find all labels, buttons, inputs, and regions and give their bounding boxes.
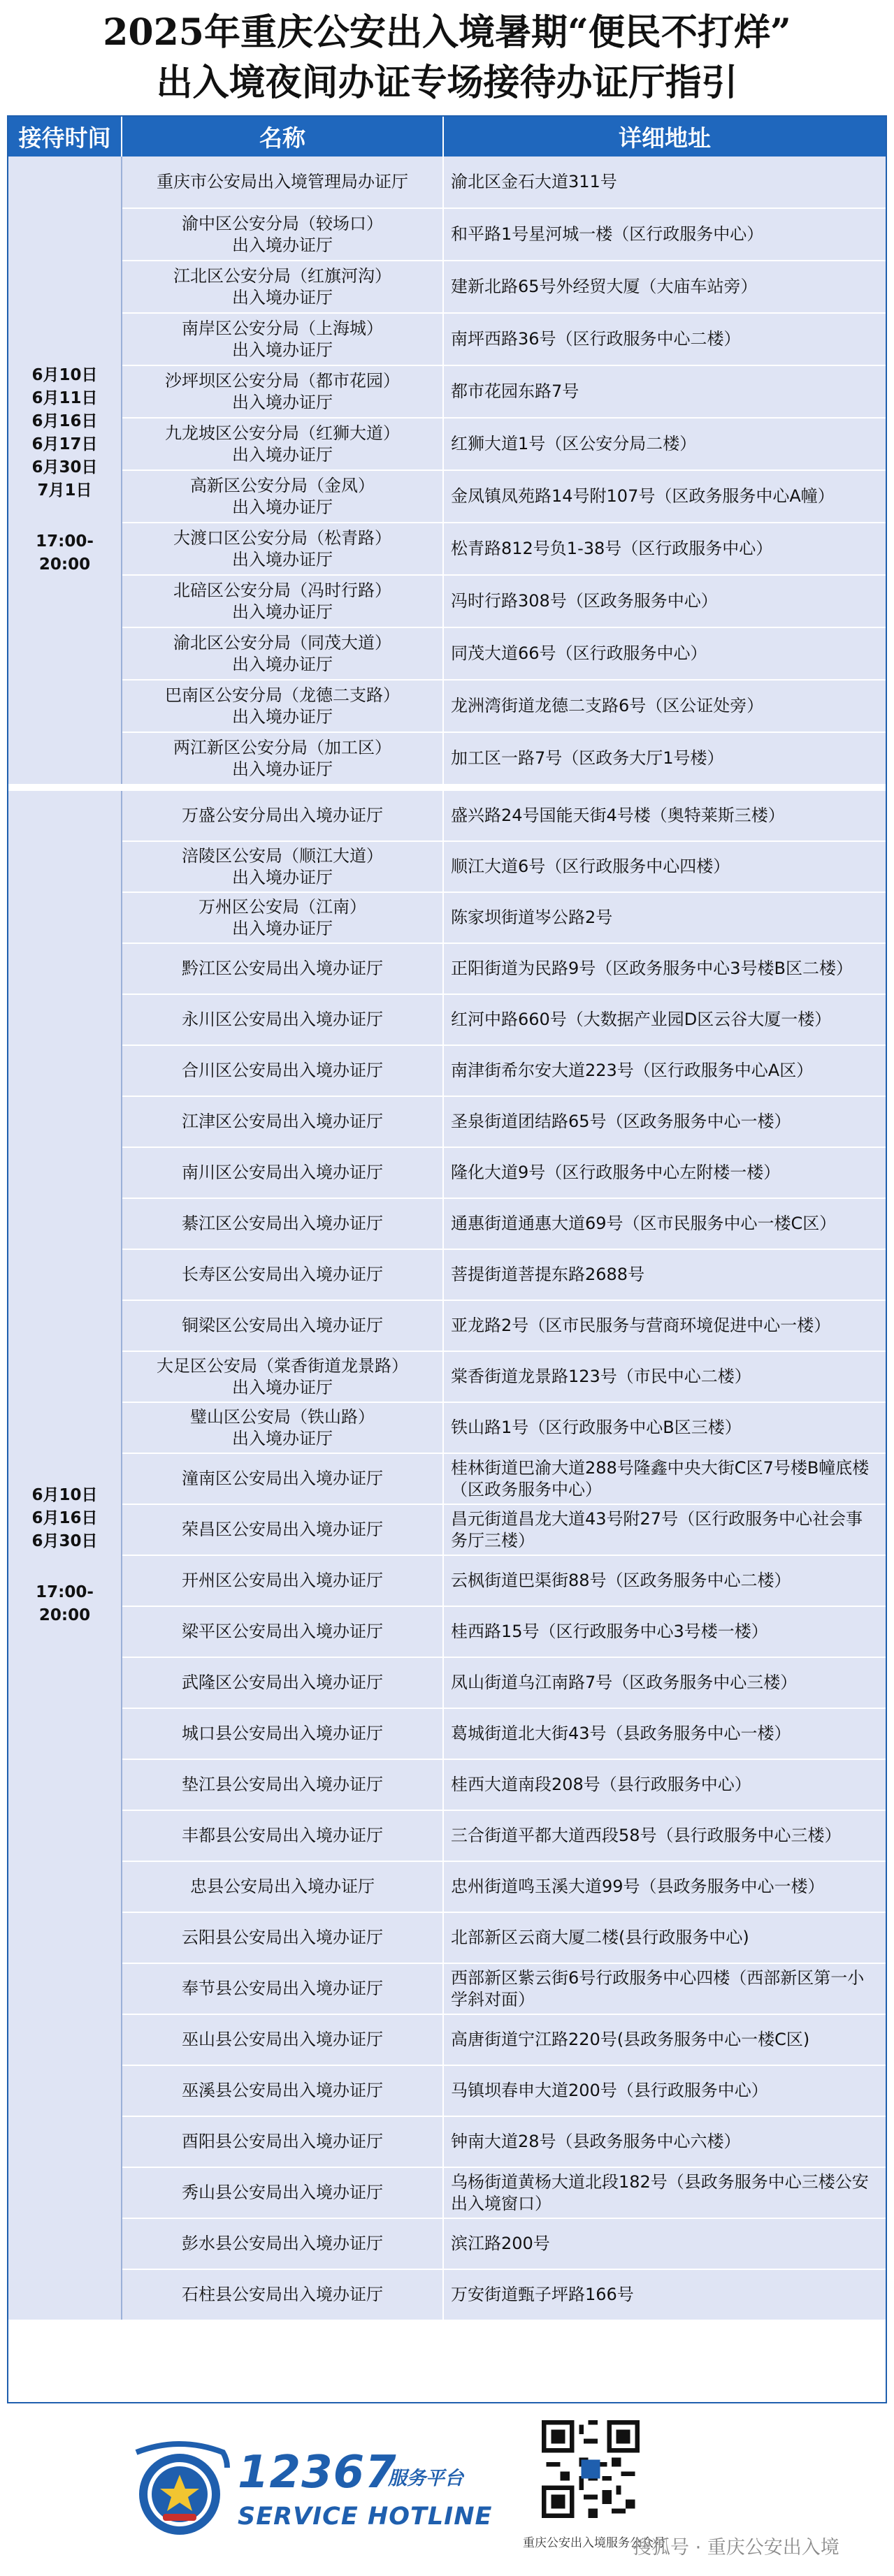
office-name: 荣昌区公安局出入境办证厅 <box>122 1504 443 1555</box>
table-row <box>8 208 886 261</box>
office-address: 云枫街道巴渠街88号（区政务服务中心二楼） <box>443 1555 886 1606</box>
table-row <box>8 943 886 994</box>
office-name: 永川区公安局出入境办证厅 <box>122 994 443 1045</box>
office-name: 武隆区公安局出入境办证厅 <box>122 1657 443 1708</box>
office-address: 北部新区云商大厦二楼(县行政服务中心) <box>443 1912 886 1963</box>
office-guide-table <box>7 115 887 2403</box>
reception-date: 6月16日 <box>31 1508 98 1527</box>
table-header-row <box>8 117 886 157</box>
office-address: 三合街道平都大道西段58号（县行政服务中心三楼） <box>443 1810 886 1861</box>
table-row <box>8 261 886 313</box>
office-name: 合川区公安局出入境办证厅 <box>122 1045 443 1096</box>
office-address: 盛兴路24号国能天街4号楼（奥特莱斯三楼） <box>443 791 886 841</box>
table-row <box>8 418 886 470</box>
office-name: 巫溪县公安局出入境办证厅 <box>122 2065 443 2116</box>
office-address: 建新北路65号外经贸大厦（大庙车站旁） <box>443 261 886 313</box>
office-name: 梁平区公安局出入境办证厅 <box>122 1606 443 1657</box>
qr-code-icon <box>542 2420 640 2518</box>
office-address: 钟南大道28号（县政务服务中心六楼） <box>443 2116 886 2167</box>
reception-date: 7月1日 <box>37 481 92 500</box>
office-name: 沙坪坝区公安分局（都市花园） 出入境办证厅 <box>122 365 443 418</box>
table-row <box>8 2116 886 2167</box>
office-name: 垫江县公安局出入境办证厅 <box>122 1759 443 1810</box>
office-address: 通惠街道通惠大道69号（区市民服务中心一楼C区） <box>443 1198 886 1249</box>
table-row <box>8 841 886 892</box>
office-address: 红狮大道1号（区公安分局二楼） <box>443 418 886 470</box>
office-address: 乌杨街道黄杨大道北段182号（县政务服务中心三楼公安出入境窗口） <box>443 2167 886 2218</box>
office-name: 北碚区公安分局（冯时行路） 出入境办证厅 <box>122 575 443 627</box>
table-row <box>8 1249 886 1300</box>
office-name: 涪陵区公安局（顺江大道） 出入境办证厅 <box>122 841 443 892</box>
reception-date: 6月30日 <box>31 1531 98 1550</box>
office-name: 丰都县公安局出入境办证厅 <box>122 1810 443 1861</box>
office-name: 渝北区公安分局（同茂大道） 出入境办证厅 <box>122 627 443 680</box>
office-address: 金凤镇凤苑路14号附107号（区政务服务中心A幢） <box>443 470 886 523</box>
hotline-subtitle: 服务平台 <box>388 2468 463 2489</box>
office-name: 两江新区公安分局（加工区） 出入境办证厅 <box>122 732 443 785</box>
office-name: 南川区公安局出入境办证厅 <box>122 1147 443 1198</box>
table-row <box>8 157 886 208</box>
table-row <box>8 2014 886 2065</box>
table-row <box>8 1504 886 1555</box>
office-name: 万盛公安分局出入境办证厅 <box>122 791 443 841</box>
table-row <box>8 2269 886 2320</box>
office-address: 加工区一路7号（区政务大厅1号楼） <box>443 732 886 785</box>
office-address: 圣泉街道团结路65号（区政务服务中心一楼） <box>443 1096 886 1147</box>
office-name: 黔江区公安局出入境办证厅 <box>122 943 443 994</box>
header-address: 详细地址 <box>443 117 886 157</box>
office-name: 铜梁区公安局出入境办证厅 <box>122 1300 443 1351</box>
office-address: 和平路1号星河城一楼（区行政服务中心） <box>443 208 886 261</box>
office-name: 长寿区公安局出入境办证厅 <box>122 1249 443 1300</box>
table-row <box>8 1198 886 1249</box>
table-row <box>8 1657 886 1708</box>
sohu-watermark: 搜狐号 · 重庆公安出入境 <box>633 2537 839 2559</box>
table-row <box>8 1351 886 1402</box>
office-name: 潼南区公安局出入境办证厅 <box>122 1453 443 1504</box>
office-address: 滨江路200号 <box>443 2218 886 2269</box>
hotline-english: SERVICE HOTLINE <box>238 2503 493 2531</box>
table-row <box>8 1759 886 1810</box>
reception-date: 6月16日 <box>31 412 98 430</box>
table-row <box>8 1708 886 1759</box>
table-row <box>8 1963 886 2014</box>
reception-date: 6月30日 <box>31 458 98 476</box>
table-row <box>8 1861 886 1912</box>
office-name: 彭水县公安局出入境办证厅 <box>122 2218 443 2269</box>
office-name: 大渡口区公安分局（松青路） 出入境办证厅 <box>122 523 443 575</box>
table-row <box>8 1402 886 1453</box>
reception-time-cell <box>8 157 122 785</box>
office-address: 桂西路15号（区行政服务中心3号楼一楼） <box>443 1606 886 1657</box>
office-name: 万州区公安局（江南） 出入境办证厅 <box>122 892 443 943</box>
office-name: 九龙坡区公安分局（红狮大道） 出入境办证厅 <box>122 418 443 470</box>
office-name: 云阳县公安局出入境办证厅 <box>122 1912 443 1963</box>
table-row <box>8 791 886 841</box>
office-address: 凤山街道乌江南路7号（区政务服务中心三楼） <box>443 1657 886 1708</box>
office-name: 城口县公安局出入境办证厅 <box>122 1708 443 1759</box>
reception-hours: 17:00-20:00 <box>36 532 94 574</box>
office-address: 都市花园东路7号 <box>443 365 886 418</box>
header-name: 名称 <box>122 117 443 157</box>
office-address: 菩提街道菩提东路2688号 <box>443 1249 886 1300</box>
office-address: 葛城街道北大街43号（县政务服务中心一楼） <box>443 1708 886 1759</box>
table-row <box>8 2167 886 2218</box>
office-name: 酉阳县公安局出入境办证厅 <box>122 2116 443 2167</box>
office-address: 万安街道甄子坪路166号 <box>443 2269 886 2320</box>
reception-date: 6月11日 <box>31 389 98 407</box>
office-name: 石柱县公安局出入境办证厅 <box>122 2269 443 2320</box>
office-address: 棠香街道龙景路123号（市民中心二楼） <box>443 1351 886 1402</box>
table-row <box>8 1453 886 1504</box>
section-districts <box>8 791 886 2320</box>
office-address: 南坪西路36号（区行政服务中心二楼） <box>443 313 886 365</box>
table-row <box>8 1912 886 1963</box>
office-name: 江津区公安局出入境办证厅 <box>122 1096 443 1147</box>
office-address: 隆化大道9号（区行政服务中心左附楼一楼） <box>443 1147 886 1198</box>
office-address: 松青路812号负1-38号（区行政服务中心） <box>443 523 886 575</box>
office-address: 陈家坝街道岑公路2号 <box>443 892 886 943</box>
table-row <box>8 523 886 575</box>
hotline-number: 12367 <box>238 2447 397 2498</box>
office-name: 南岸区公安分局（上海城） 出入境办证厅 <box>122 313 443 365</box>
office-address: 正阳街道为民路9号（区政务服务中心3号楼B区二楼） <box>443 943 886 994</box>
page-title <box>0 0 894 115</box>
office-address: 顺江大道6号（区行政服务中心四楼） <box>443 841 886 892</box>
table-row <box>8 732 886 785</box>
table-row <box>8 470 886 523</box>
qr-caption: 重庆公安出入境服务公众号 <box>523 2536 665 2550</box>
office-name: 奉节县公安局出入境办证厅 <box>122 1963 443 2014</box>
table-row <box>8 1096 886 1147</box>
office-name: 巴南区公安分局（龙德二支路） 出入境办证厅 <box>122 680 443 732</box>
office-address: 马镇坝春申大道200号（县行政服务中心） <box>443 2065 886 2116</box>
office-name: 忠县公安局出入境办证厅 <box>122 1861 443 1912</box>
title-line-2: 出入境夜间办证专场接待办证厅指引 <box>156 61 738 104</box>
office-address: 铁山路1号（区行政服务中心B区三楼） <box>443 1402 886 1453</box>
office-address: 西部新区紫云街6号行政服务中心四楼（西部新区第一小学斜对面） <box>443 1963 886 2014</box>
office-name: 开州区公安局出入境办证厅 <box>122 1555 443 1606</box>
reception-date: 6月10日 <box>31 1485 98 1504</box>
table-row <box>8 627 886 680</box>
office-address: 龙洲湾街道龙德二支路6号（区公证处旁） <box>443 680 886 732</box>
office-name: 高新区公安分局（金凤） 出入境办证厅 <box>122 470 443 523</box>
office-name: 璧山区公安局（铁山路） 出入境办证厅 <box>122 1402 443 1453</box>
police-emblem-icon <box>122 2431 237 2546</box>
table-row <box>8 1555 886 1606</box>
table-row <box>8 1606 886 1657</box>
office-address: 桂西大道南段208号（县行政服务中心） <box>443 1759 886 1810</box>
reception-date: 6月17日 <box>31 435 98 453</box>
table-row <box>8 575 886 627</box>
title-line-1: 2025年重庆公安出入境暑期“便民不打烊” <box>103 11 791 54</box>
reception-time-cell <box>8 791 122 2320</box>
table-row <box>8 1810 886 1861</box>
office-address: 南津街希尔安大道223号（区行政服务中心A区） <box>443 1045 886 1096</box>
office-name: 巫山县公安局出入境办证厅 <box>122 2014 443 2065</box>
office-name: 重庆市公安局出入境管理局办证厅 <box>122 157 443 208</box>
table-row <box>8 313 886 365</box>
section-main-city <box>8 157 886 785</box>
office-address: 同茂大道66号（区行政服务中心） <box>443 627 886 680</box>
office-name: 綦江区公安局出入境办证厅 <box>122 1198 443 1249</box>
table-row <box>8 892 886 943</box>
office-name: 江北区公安分局（红旗河沟） 出入境办证厅 <box>122 261 443 313</box>
table-row <box>8 2065 886 2116</box>
table-row <box>8 1147 886 1198</box>
table-row <box>8 680 886 732</box>
office-address: 高唐街道宁江路220号(县政务服务中心一楼C区) <box>443 2014 886 2065</box>
office-address: 亚龙路2号（区市民服务与营商环境促进中心一楼） <box>443 1300 886 1351</box>
table-row <box>8 365 886 418</box>
table-row <box>8 1300 886 1351</box>
office-name: 秀山县公安局出入境办证厅 <box>122 2167 443 2218</box>
office-name: 渝中区公安分局（较场口） 出入境办证厅 <box>122 208 443 261</box>
table-row <box>8 994 886 1045</box>
office-address: 桂林街道巴渝大道288号隆鑫中央大街C区7号楼B幢底楼（区政务服务中心） <box>443 1453 886 1504</box>
office-address: 红河中路660号（大数据产业园D区云谷大厦一楼） <box>443 994 886 1045</box>
reception-date: 6月10日 <box>31 366 98 384</box>
table-row <box>8 1045 886 1096</box>
office-address: 昌元街道昌龙大道43号附27号（区行政服务中心社会事务厅三楼） <box>443 1504 886 1555</box>
office-address: 忠州街道鸣玉溪大道99号（县政务服务中心一楼） <box>443 1861 886 1912</box>
office-name: 大足区公安局（棠香街道龙景路） 出入境办证厅 <box>122 1351 443 1402</box>
table-row <box>8 2218 886 2269</box>
office-address: 冯时行路308号（区政务服务中心） <box>443 575 886 627</box>
header-time: 接待时间 <box>8 117 122 157</box>
office-address: 渝北区金石大道311号 <box>443 157 886 208</box>
reception-hours: 17:00-20:00 <box>36 1582 94 1624</box>
